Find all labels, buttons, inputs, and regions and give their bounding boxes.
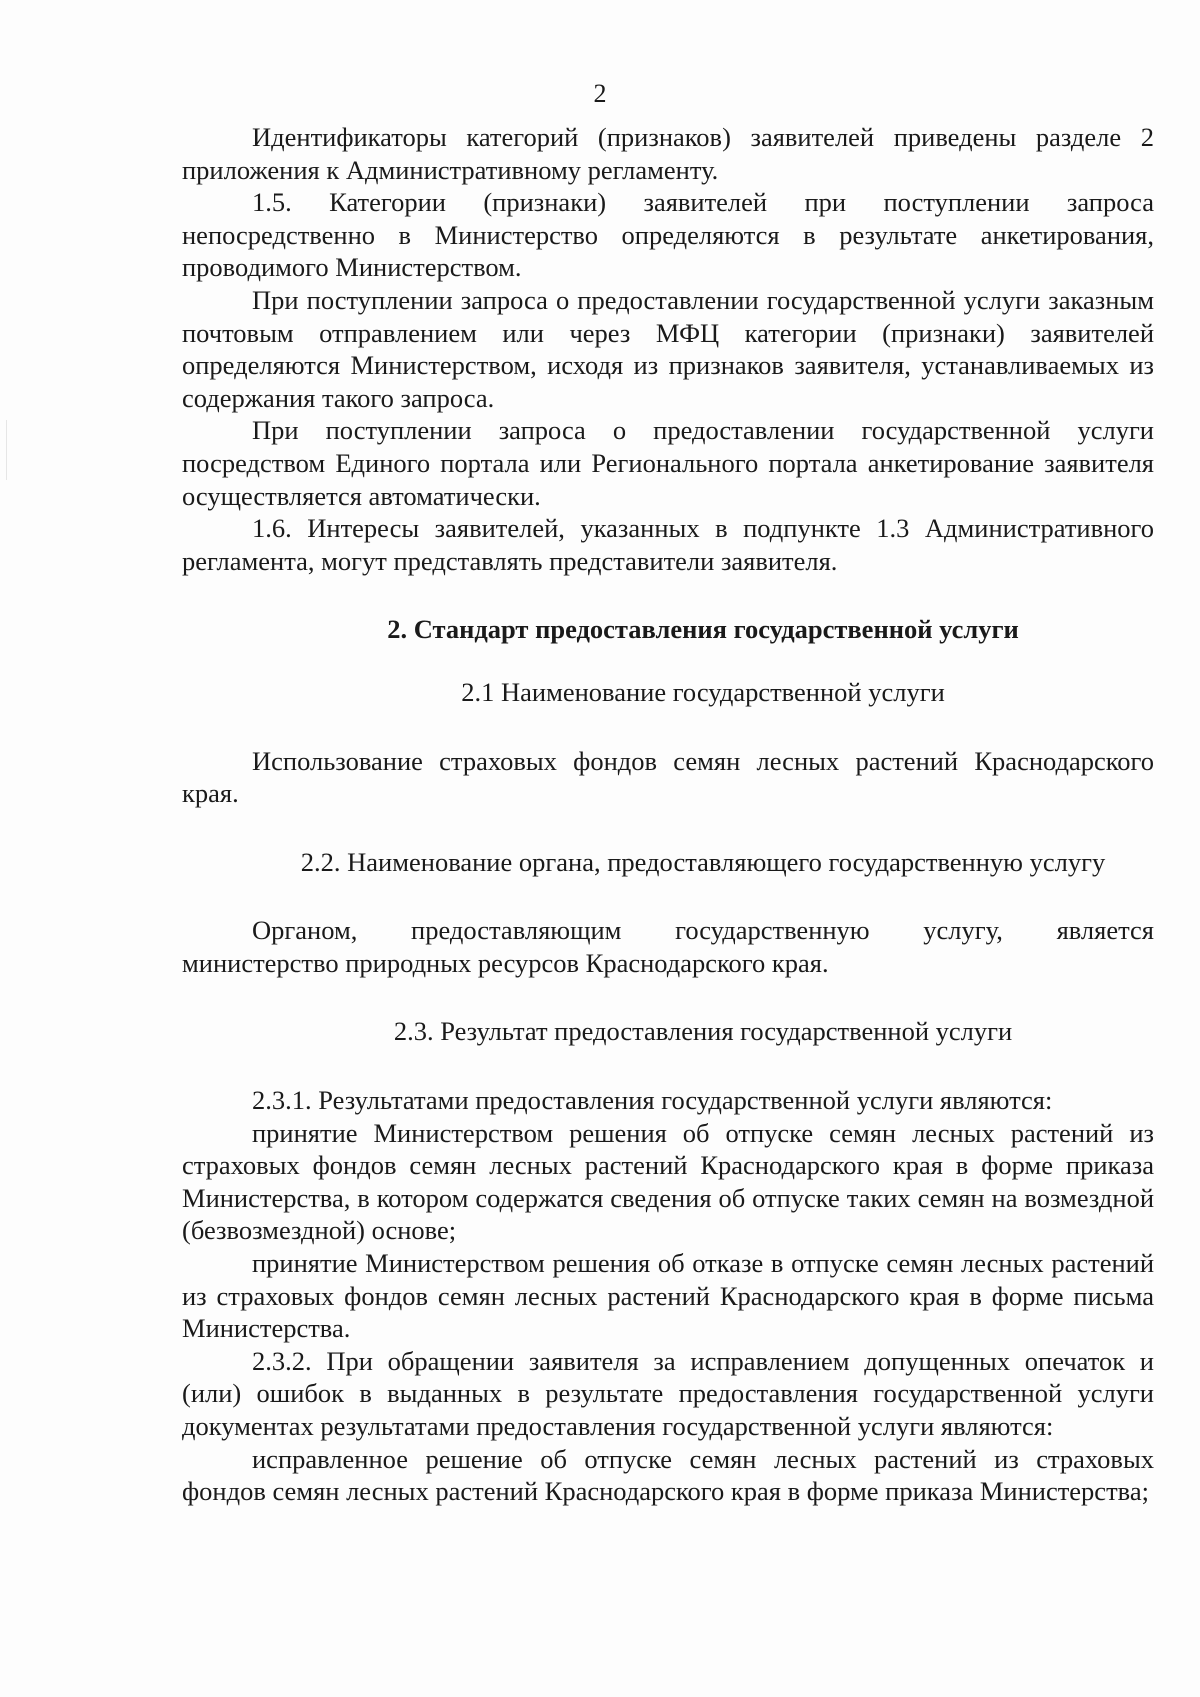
- page-number: 2: [593, 79, 607, 108]
- paragraph-result-refusal: принятие Министерством решения об отказе в отпуске семян лесных растений из страховых фондов семян лесных растений Краснодарского края в форме письма Министерства.: [182, 1248, 1154, 1344]
- paragraph-2-3-2: 2.3.2. При обращении заявителя за исправлением допущенных опечаток и (или) ошибок в выданных в результате предоставления государственной услуги документах результатами предоставления государственной услуги являются:: [182, 1345, 1154, 1441]
- subsection-2-2-line-1: [182, 914, 1154, 947]
- word: является: [1056, 915, 1154, 946]
- scan-artifact: [6, 420, 7, 480]
- paragraph-mail-mfc: При поступлении запроса о предоставлении государственной услуги заказным почтовым отправлением или через МФЦ категории (признаки) заявителей определяются Министерством, исходя из признаков заявителя, устанавливаемых из содержания такого запроса.: [182, 284, 1154, 413]
- paragraph-identifiers: Идентификаторы категорий (признаков) заявителей приведены разделе 2 приложения к Административному регламенту.: [182, 122, 1154, 185]
- paragraph-1-5: 1.5. Категории (признаки) заявителей при поступлении запроса непосредственно в Министерство определяются в результате анкетирования, проводимого Министерством.: [182, 187, 1154, 283]
- paragraph-corrected-decision: исправленное решение об отпуске семян лесных растений из страховых фондов семян лесных растений Краснодарского края в форме приказа Министерства;: [182, 1443, 1154, 1507]
- paragraph-result-release: принятие Министерством решения об отпуске семян лесных растений из страховых фондов семян лесных растений Краснодарского края в форме приказа Министерства, в котором содержатся сведения об отпуске таких семян на возмездной (безвозмездной) основе;: [182, 1117, 1154, 1246]
- paragraph-1-6: 1.6. Интересы заявителей, указанных в подпункте 1.3 Административного регламента, могут представлять представители заявителя.: [182, 513, 1154, 576]
- paragraph-2-3-1: 2.3.1. Результатами предоставления государственной услуги являются:: [252, 1085, 1053, 1116]
- subsection-2-2-line-2: министерство природных ресурсов Краснодарского края.: [182, 947, 829, 978]
- word: услугу,: [923, 915, 1003, 946]
- section-2-heading: 2. Стандарт предоставления государственной услуги: [387, 614, 1019, 645]
- subsection-2-2-heading: 2.2. Наименование органа, предоставляющего государственную услугу: [300, 846, 1106, 877]
- subsection-2-3-heading: 2.3. Результат предоставления государственной услуги: [393, 1016, 1013, 1047]
- subsection-2-1-text: Использование страховых фондов семян лесных растений Краснодарского края.: [182, 745, 1154, 809]
- word: предоставляющим: [411, 915, 622, 946]
- paragraph-portal: При поступлении запроса о предоставлении государственной услуги посредством Единого портала или Регионального портала анкетирование заявителя осуществляется автоматически.: [182, 415, 1154, 511]
- word: Органом,: [252, 915, 358, 946]
- word: государственную: [675, 915, 870, 946]
- subsection-2-1-heading: 2.1 Наименование государственной услуги: [461, 676, 945, 707]
- document-body: [182, 121, 1154, 1508]
